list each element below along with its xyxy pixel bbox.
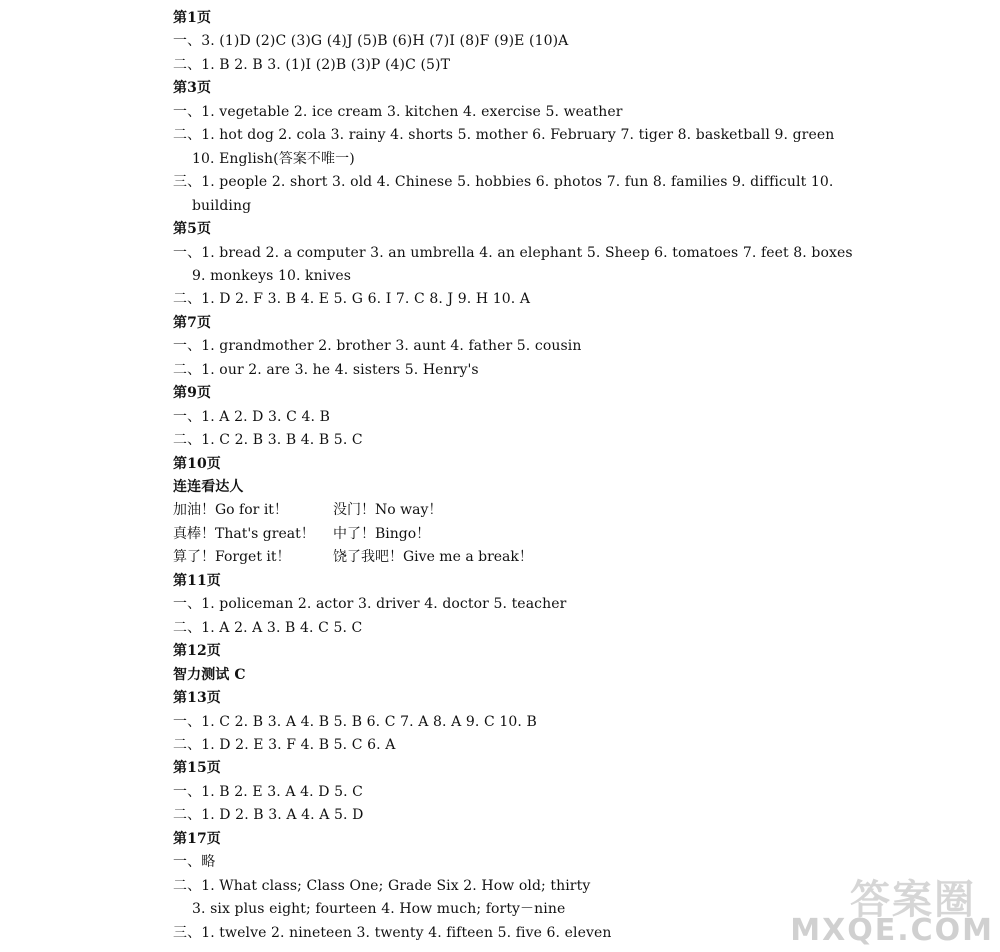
answer-line: 一、1. A 2. D 3. C 4. B	[173, 409, 331, 425]
answer-line: 三、1. people 2. short 3. old 4. Chinese 5. hobbies 6. photos 7. fun 8. families 9. difficult 10.	[173, 174, 834, 190]
answer-line: 9. monkeys 10. knives	[192, 268, 352, 284]
phrase-right: 中了！Bingo！	[333, 526, 431, 542]
section-heading: 第9页	[173, 385, 212, 401]
answer-line: 二、1. D 2. E 3. F 4. B 5. C 6. A	[173, 737, 396, 753]
answer-line: 一、1. C 2. B 3. A 4. B 5. B 6. C 7. A 8. A 9. C 10. B	[173, 714, 537, 730]
answer-line: 10. English(答案不唯一)	[192, 151, 355, 167]
answer-line: 一、1. B 2. E 3. A 4. D 5. C	[173, 784, 363, 800]
phrase-pair-row	[0, 523, 1000, 546]
answer-line: 一、略	[173, 854, 216, 870]
answer-line: 一、1. vegetable 2. ice cream 3. kitchen 4. exercise 5. weather	[173, 104, 623, 120]
section-heading: 第3页	[173, 80, 212, 96]
answer-line: 二、1. our 2. are 3. he 4. sisters 5. Henry's	[173, 362, 479, 378]
section-heading: 第10页	[173, 456, 221, 472]
answer-line: 二、1. hot dog 2. cola 3. rainy 4. shorts 5. mother 6. February 7. tiger 8. basketball 9. green	[173, 127, 835, 143]
answer-line: 一、1. grandmother 2. brother 3. aunt 4. father 5. cousin	[173, 338, 582, 354]
answer-line: 二、1. A 2. A 3. B 4. C 5. C	[173, 620, 363, 636]
section-heading: 第5页	[173, 221, 212, 237]
section-heading: 第13页	[173, 690, 221, 706]
answer-line: 二、1. What class; Class One; Grade Six 2. How old; thirty	[173, 878, 591, 894]
answer-line: 三、1. twelve 2. nineteen 3. twenty 4. fifteen 5. five 6. eleven	[173, 925, 612, 941]
answer-line: building	[192, 198, 252, 214]
answer-line: 二、1. C 2. B 3. B 4. B 5. C	[173, 432, 363, 448]
phrase-right: 饶了我吧！Give me a break！	[333, 549, 533, 565]
section-heading: 连连看达人	[173, 479, 244, 495]
phrase-right: 没门！No way！	[333, 502, 443, 518]
section-heading: 第1页	[173, 10, 212, 26]
section-heading: 智力测试 C	[173, 667, 246, 683]
answer-line: 3. six plus eight; fourteen 4. How much; forty－nine	[192, 901, 566, 917]
answer-line: 二、1. D 2. F 3. B 4. E 5. G 6. I 7. C 8. J 9. H 10. A	[173, 291, 531, 307]
phrase-left: 加油！Go for it！	[173, 502, 288, 518]
answer-line: 一、3. (1)D (2)C (3)G (4)J (5)B (6)H (7)I (8)F (9)E (10)A	[173, 33, 569, 49]
section-heading: 第12页	[173, 643, 221, 659]
section-heading: 第11页	[173, 573, 221, 589]
section-heading: 第15页	[173, 760, 221, 776]
answer-line: 一、1. bread 2. a computer 3. an umbrella 4. an elephant 5. Sheep 6. tomatoes 7. feet 8. boxes	[173, 245, 853, 261]
section-heading: 第7页	[173, 315, 212, 331]
phrase-pair-row	[0, 499, 1000, 522]
answer-line: 二、1. B 2. B 3. (1)I (2)B (3)P (4)C (5)T	[173, 57, 451, 73]
phrase-pair-row	[0, 546, 1000, 569]
answer-line: 二、1. D 2. B 3. A 4. A 5. D	[173, 807, 364, 823]
section-heading: 第17页	[173, 831, 221, 847]
watermark-bottom-text: MXQE.COM	[790, 913, 994, 948]
answer-line: 一、1. policeman 2. actor 3. driver 4. doctor 5. teacher	[173, 596, 567, 612]
watermark-top-text: 答案圈	[850, 877, 976, 923]
phrase-left: 真棒！That's great！	[173, 526, 315, 542]
watermark-logo	[790, 868, 994, 948]
phrase-left: 算了！Forget it！	[173, 549, 291, 565]
